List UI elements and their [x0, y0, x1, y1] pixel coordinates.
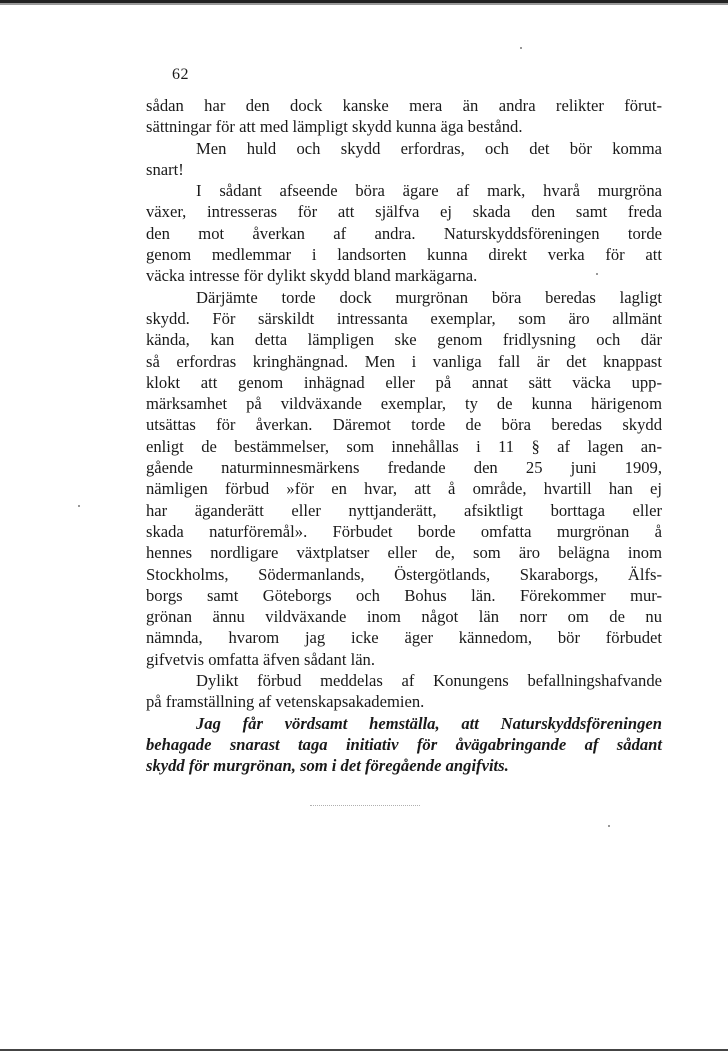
text-line: skada naturföremål». Förbudet borde omfatta murgrönan å: [146, 521, 662, 541]
scan-speck: [608, 825, 610, 827]
text-line: skydd. För särskildt intressanta exemplar, som äro allmänt: [146, 308, 662, 328]
text-line: växer, intresseras för att själfva ej skada den samt freda: [146, 202, 662, 222]
text-line: kända, kan detta lämpligen ske genom fridlysning och där: [146, 330, 662, 350]
text-line: grönan ännu vildväxande inom något län norr om de nu: [146, 607, 662, 627]
text-line: väcka intresse för dylikt skydd bland markägarna.: [146, 266, 478, 286]
text-line: den mot åverkan af andra. Naturskyddsföreningen torde: [146, 223, 662, 243]
text-line: nämligen förbud »för en hvar, att å område, hvartill han ej: [146, 479, 662, 499]
text-line: Dylikt förbud meddelas af Konungens befallningshafvande: [196, 671, 662, 691]
text-line: Därjämte torde dock murgrönan böra beredas lagligt: [196, 287, 662, 307]
text-line: gifvetvis omfatta äfven sådant län.: [146, 649, 376, 669]
text-line: på framställning af vetenskapsakademien.: [146, 692, 425, 712]
text-line: nämnda, hvarom jag icke äger kännedom, bör förbudet: [146, 628, 662, 648]
text-line: gående naturminnesmärkens fredande den 25 juni 1909,: [146, 458, 662, 478]
scan-speck: [78, 505, 80, 507]
text-line: snart!: [146, 159, 184, 179]
text-line: borgs samt Göteborgs och Bohus län. Förekommer mur-: [146, 585, 662, 605]
page-number: 62: [172, 66, 189, 83]
text-line: Stockholms, Södermanlands, Östergötlands, Skaraborgs, Älfs-: [146, 564, 662, 584]
text-line: klokt att genom inhägnad eller på annat sätt väcka upp-: [146, 372, 662, 392]
scan-speck: [596, 273, 598, 275]
italic-text-line: skydd för murgrönan, som i det föregående angifvits.: [146, 756, 509, 776]
scan-speck: [520, 47, 522, 49]
text-line: märksamhet på vildväxande exemplar, ty de kunna härigenom: [146, 394, 662, 414]
text-line: hennes nordligare växtplatser eller de, som äro belägna inom: [146, 543, 662, 563]
italic-text-line: behagade snarast taga initiativ för åvägabringande af sådant: [146, 734, 662, 754]
italic-text-line: Jag får vördsamt hemställa, att Naturskyddsföreningen: [196, 713, 662, 733]
end-rule: [310, 805, 420, 806]
text-line: så erfordras kringhängnad. Men i vanliga fall är det knappast: [146, 351, 662, 371]
text-line: Men huld och skydd erfordras, och det bör komma: [196, 138, 662, 158]
text-line: I sådant afseende böra ägare af mark, hvarå murgröna: [196, 181, 662, 201]
body-text: [146, 95, 662, 777]
text-line: sättningar för att med lämpligt skydd kunna äga bestånd.: [146, 117, 523, 137]
text-line: har äganderätt eller nyttjanderätt, afsiktligt borttaga eller: [146, 500, 662, 520]
text-line: sådan har den dock kanske mera än andra relikter förut-: [146, 96, 662, 115]
text-line: enligt de bestämmelser, som innehållas i 11 § af lagen an-: [146, 436, 662, 456]
scan-edge-shadow: [0, 3, 728, 5]
scan-edge-bottom: [0, 1049, 728, 1051]
text-line: utsättas för åverkan. Däremot torde de böra beredas skydd: [146, 415, 662, 435]
text-line: genom medlemmar i landsorten kunna direkt verka för att: [146, 245, 662, 265]
